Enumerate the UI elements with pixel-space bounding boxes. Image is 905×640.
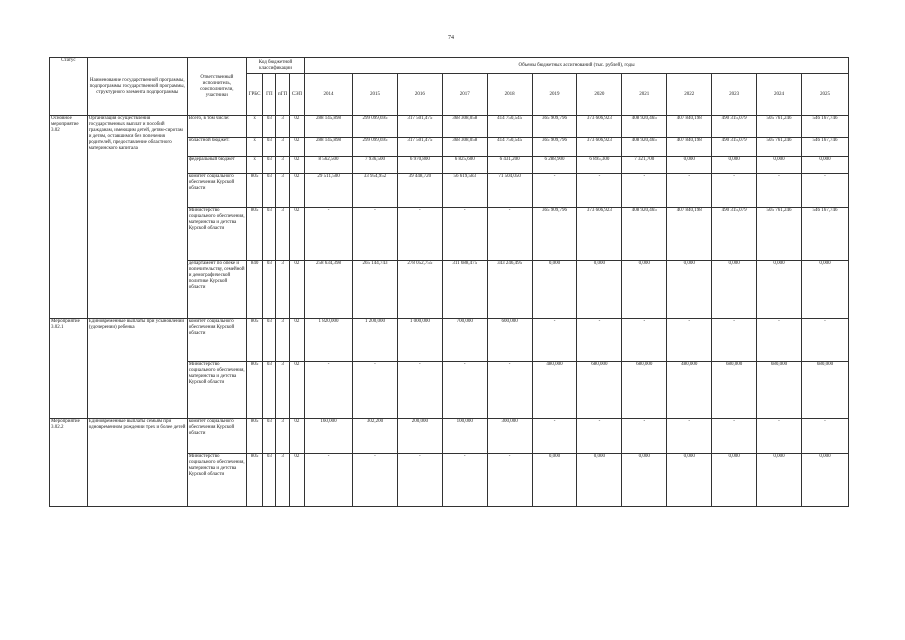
row-code: 02 <box>289 261 304 319</box>
row-value: 299 099,695 <box>353 138 398 157</box>
row-value: 680,000 <box>801 362 848 419</box>
row-value: 505 761,246 <box>757 138 802 157</box>
row-value: 56 619,583 <box>442 174 487 208</box>
row-value: 6 288,900 <box>532 157 577 174</box>
row-code: 03 <box>263 138 276 157</box>
row-code: 3 <box>276 261 289 319</box>
row-code: 02 <box>289 138 304 157</box>
row-value: 0,000 <box>712 261 757 319</box>
header-code-3: СЭП <box>289 74 304 116</box>
row-responsible: комитет социального обеспечения Курской области <box>187 319 246 362</box>
row-value: - <box>353 208 398 261</box>
row-value: 0,000 <box>667 261 712 319</box>
row-value: 365 909,796 <box>532 208 577 261</box>
row-value: 317 501,475 <box>397 116 442 138</box>
table-row <box>50 419 849 454</box>
row-value: 546 167,746 <box>801 208 848 261</box>
row-value: 71 504,050 <box>487 174 532 208</box>
row-code: 3 <box>276 174 289 208</box>
row-responsible: комитет социального обеспечения Курской области <box>187 419 246 454</box>
row-responsible: Всего, в том числе: <box>187 116 246 138</box>
row-value: - <box>532 319 577 362</box>
row-value: 408 920,465 <box>622 138 667 157</box>
row-value: 160,000 <box>305 419 353 454</box>
row-code: 840 <box>246 261 262 319</box>
row-value: 299 099,695 <box>353 116 398 138</box>
row-value: - <box>442 454 487 507</box>
row-value: 373 606,923 <box>577 116 622 138</box>
row-value: 258 634,398 <box>305 261 353 319</box>
row-value: 0,000 <box>532 454 577 507</box>
row-code: 805 <box>246 174 262 208</box>
row-value: 0,000 <box>622 261 667 319</box>
row-code: 02 <box>289 157 304 174</box>
row-value: - <box>667 319 712 362</box>
group-name: Единовременные выплаты при усыновлении (удочерении) ребенка <box>87 319 187 419</box>
row-value: 0,000 <box>801 454 848 507</box>
row-value: 365 909,796 <box>532 138 577 157</box>
row-value: - <box>801 174 848 208</box>
row-value: 288 145,898 <box>305 116 353 138</box>
row-value: 6 825,600 <box>442 157 487 174</box>
row-responsible: комитет социального обеспечения Курской области <box>187 174 246 208</box>
row-value: - <box>577 419 622 454</box>
row-value: 7 321,700 <box>622 157 667 174</box>
row-value: - <box>487 362 532 419</box>
row-value: - <box>712 174 757 208</box>
budget-table <box>49 57 849 507</box>
row-value: - <box>577 319 622 362</box>
row-value: - <box>487 208 532 261</box>
row-value: 317 501,475 <box>397 138 442 157</box>
row-code: 03 <box>263 261 276 319</box>
row-code: 805 <box>246 419 262 454</box>
row-value: - <box>442 362 487 419</box>
row-value: 680,000 <box>712 362 757 419</box>
row-value: 408 920,465 <box>622 208 667 261</box>
row-value: 6 431,200 <box>487 157 532 174</box>
row-value: 373 606,923 <box>577 138 622 157</box>
row-value: 0,000 <box>757 454 802 507</box>
header-year-7: 2021 <box>622 74 667 116</box>
row-value: - <box>801 419 848 454</box>
row-value: 200,000 <box>397 419 442 454</box>
row-code: 02 <box>289 419 304 454</box>
row-code: 03 <box>263 419 276 454</box>
row-value: - <box>757 174 802 208</box>
row-code: 3 <box>276 362 289 419</box>
row-value: - <box>712 419 757 454</box>
row-value: 0,000 <box>622 454 667 507</box>
row-code: х <box>246 138 262 157</box>
header-code-1: ГП <box>263 74 276 116</box>
row-value: 680,000 <box>757 362 802 419</box>
row-value: 407 840,198 <box>667 138 712 157</box>
row-value: 288 145,898 <box>305 138 353 157</box>
row-code: 3 <box>276 208 289 261</box>
row-value: - <box>397 454 442 507</box>
row-value: 0,000 <box>712 157 757 174</box>
row-value: - <box>532 419 577 454</box>
row-value: - <box>622 319 667 362</box>
header-year-10: 2024 <box>757 74 802 116</box>
row-value: 7 936,500 <box>353 157 398 174</box>
row-value: 265 144,743 <box>353 261 398 319</box>
row-value: 700,000 <box>442 319 487 362</box>
row-value: 407 840,198 <box>667 116 712 138</box>
row-value: 6 895,300 <box>577 157 622 174</box>
row-value: - <box>757 319 802 362</box>
row-code: 03 <box>263 157 276 174</box>
row-value: 480,000 <box>532 362 577 419</box>
row-value: - <box>532 174 577 208</box>
row-value: 6 970,800 <box>397 157 442 174</box>
row-value: 0,000 <box>801 261 848 319</box>
group-status: Мероприятие 3.02.1 <box>50 319 88 419</box>
row-value: 373 606,923 <box>577 208 622 261</box>
row-code: 3 <box>276 157 289 174</box>
row-code: 3 <box>276 319 289 362</box>
group-name: Единовременные выплаты семьям при одновременном рождении трех и более детей <box>87 419 187 507</box>
row-value: - <box>577 174 622 208</box>
row-value: - <box>622 174 667 208</box>
row-code: 02 <box>289 319 304 362</box>
row-value: - <box>442 208 487 261</box>
row-code: 03 <box>263 116 276 138</box>
row-value: 505 761,246 <box>757 116 802 138</box>
row-code: 03 <box>263 362 276 419</box>
row-value: - <box>667 174 712 208</box>
row-code: 03 <box>263 454 276 507</box>
row-value: 278 052,755 <box>397 261 442 319</box>
row-value: 0,000 <box>532 261 577 319</box>
header-year-3: 2017 <box>442 74 487 116</box>
row-value: - <box>667 419 712 454</box>
row-value: 414 750,545 <box>487 138 532 157</box>
row-code: 805 <box>246 208 262 261</box>
row-value: 408 920,465 <box>622 116 667 138</box>
header-code-0: ГРБС <box>246 74 262 116</box>
row-code: 3 <box>276 116 289 138</box>
row-value: 490 315,079 <box>712 116 757 138</box>
table-row <box>50 116 849 138</box>
row-code: 02 <box>289 208 304 261</box>
header-year-8: 2022 <box>667 74 712 116</box>
row-value: - <box>397 362 442 419</box>
page-number: 74 <box>448 35 454 41</box>
header-year-6: 2020 <box>577 74 622 116</box>
row-value: 1 200,000 <box>353 319 398 362</box>
row-value: - <box>305 362 353 419</box>
row-value: 505 761,246 <box>757 208 802 261</box>
row-responsible: Министерство социального обеспечения, материнства и детства Курской области <box>187 362 246 419</box>
row-value: - <box>622 419 667 454</box>
row-code: 03 <box>263 174 276 208</box>
row-code: х <box>246 116 262 138</box>
header-year-4: 2018 <box>487 74 532 116</box>
row-value: 546 167,746 <box>801 138 848 157</box>
row-value: 0,000 <box>757 157 802 174</box>
row-code: 805 <box>246 362 262 419</box>
header-bcc-group: Код бюджетной классификации <box>246 58 304 74</box>
row-value: - <box>397 208 442 261</box>
row-code: 3 <box>276 454 289 507</box>
table-row <box>50 319 849 362</box>
row-value: 100,000 <box>442 419 487 454</box>
row-value: 29 511,500 <box>305 174 353 208</box>
row-value: 1 820,000 <box>305 319 353 362</box>
header-status: Статус <box>50 58 88 116</box>
row-value: 414 750,545 <box>487 116 532 138</box>
row-value: 0,000 <box>712 454 757 507</box>
row-value: 546 167,746 <box>801 116 848 138</box>
row-value: 368 308,058 <box>442 116 487 138</box>
row-value: 680,000 <box>622 362 667 419</box>
row-value: 490 315,079 <box>712 138 757 157</box>
row-code: 03 <box>263 319 276 362</box>
row-responsible: областной бюджет: <box>187 138 246 157</box>
group-name: Организация осуществления государственных выплат и пособий гражданам, имеющим детей, детям-сиротам и детям, оставшимся без попечения родителей, предоставление областного материнского капитала <box>87 116 187 319</box>
row-value: - <box>353 454 398 507</box>
row-value: - <box>757 419 802 454</box>
row-value: 300,000 <box>487 419 532 454</box>
row-value: 368 308,058 <box>442 138 487 157</box>
row-code: 3 <box>276 138 289 157</box>
row-code: х <box>246 157 262 174</box>
header-year-0: 2014 <box>305 74 353 116</box>
row-value: 600,000 <box>487 319 532 362</box>
row-value: 343 246,495 <box>487 261 532 319</box>
row-code: 805 <box>246 454 262 507</box>
row-responsible: Министерство социального обеспечения, материнства и детства Курской области <box>187 454 246 507</box>
row-value: 1 000,000 <box>397 319 442 362</box>
row-code: 02 <box>289 454 304 507</box>
row-code: 03 <box>263 208 276 261</box>
row-value: - <box>712 319 757 362</box>
header-year-5: 2019 <box>532 74 577 116</box>
row-code: 02 <box>289 362 304 419</box>
row-value: 0,000 <box>577 261 622 319</box>
row-value: 480,000 <box>667 362 712 419</box>
row-responsible: федеральный бюджет <box>187 157 246 174</box>
row-value: - <box>801 319 848 362</box>
row-value: - <box>353 362 398 419</box>
row-code: 02 <box>289 116 304 138</box>
row-responsible: департамент по опеке и попечительству, семейной и демографической политике Курской области <box>187 261 246 319</box>
header-code-2: пГП <box>276 74 289 116</box>
row-value: 490 315,079 <box>712 208 757 261</box>
row-value: 365 909,796 <box>532 116 577 138</box>
row-value: 33 954,952 <box>353 174 398 208</box>
row-value: - <box>305 454 353 507</box>
header-responsible: Ответственный исполнитель, соисполнители, участники <box>187 58 246 116</box>
header-budget-group: Объемы бюджетных ассигнований (тыс. рублей), годы <box>305 58 849 74</box>
row-value: 0,000 <box>577 454 622 507</box>
row-value: - <box>487 454 532 507</box>
header-year-2: 2016 <box>397 74 442 116</box>
group-status: Основное мероприятие 3.02 <box>50 116 88 319</box>
row-value: 680,000 <box>577 362 622 419</box>
row-responsible: Министерство социального обеспечения, материнства и детства Курской области <box>187 208 246 261</box>
row-value: 8 562,500 <box>305 157 353 174</box>
row-value: 39 448,720 <box>397 174 442 208</box>
row-code: 805 <box>246 319 262 362</box>
row-value: 311 688,475 <box>442 261 487 319</box>
row-code: 02 <box>289 174 304 208</box>
row-value: - <box>305 208 353 261</box>
row-value: 0,000 <box>667 157 712 174</box>
header-year-1: 2015 <box>353 74 398 116</box>
row-value: 0,000 <box>757 261 802 319</box>
header-name: Наименование государственной программы, подпрограммы государственной программы, структурного элемента подпрограммы <box>87 58 187 116</box>
row-value: 0,000 <box>801 157 848 174</box>
row-code: 3 <box>276 419 289 454</box>
row-value: 302,200 <box>353 419 398 454</box>
row-value: 0,000 <box>667 454 712 507</box>
header-year-11: 2025 <box>801 74 848 116</box>
header-year-9: 2023 <box>712 74 757 116</box>
group-status: Мероприятие 3.02.2 <box>50 419 88 507</box>
row-value: 407 840,198 <box>667 208 712 261</box>
